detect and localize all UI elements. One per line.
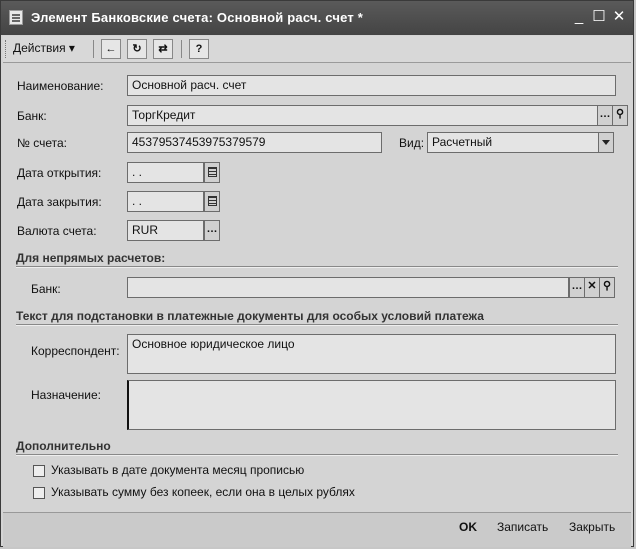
indirect-bank-select-button[interactable]: … xyxy=(569,277,585,298)
calendar-icon[interactable] xyxy=(204,191,220,212)
ok-button[interactable]: OK xyxy=(459,520,477,534)
title-bar xyxy=(1,1,633,35)
chevron-down-icon[interactable] xyxy=(598,132,614,153)
purpose-input[interactable] xyxy=(127,380,616,430)
currency-select-button[interactable]: … xyxy=(204,220,220,241)
purpose-label: Назначение: xyxy=(31,388,102,402)
indirect-section-title: Для непрямых расчетов: xyxy=(16,251,166,265)
window-title: Элемент Банковские счета: Основной расч. счет * xyxy=(31,10,364,25)
close-button[interactable]: Закрыть xyxy=(569,520,616,534)
indirect-bank-label: Банк: xyxy=(31,282,61,296)
divider xyxy=(16,324,618,326)
search-icon[interactable]: ⚲ xyxy=(612,105,628,126)
back-arrow-icon[interactable]: ← xyxy=(101,39,121,59)
name-input[interactable]: Основной расч. счет xyxy=(127,75,616,96)
currency-input[interactable]: RUR xyxy=(127,220,204,241)
close-date-input[interactable]: . . xyxy=(127,191,204,212)
toolbar-separator xyxy=(93,40,94,58)
open-date-label: Дата открытия: xyxy=(17,166,102,180)
payment-text-section-title: Текст для подстановки в платежные документы для особых условий платежа xyxy=(16,309,484,323)
form-icon xyxy=(9,10,23,25)
account-label: № счета: xyxy=(17,136,67,150)
bank-select-button[interactable]: … xyxy=(597,105,613,126)
divider xyxy=(16,454,618,456)
open-date-input[interactable]: . . xyxy=(127,162,204,183)
close-window-button[interactable]: ✕ xyxy=(612,8,626,25)
actions-menu[interactable]: Действия ▾ xyxy=(13,41,75,55)
calendar-icon[interactable] xyxy=(204,162,220,183)
search-icon[interactable]: ⚲ xyxy=(599,277,615,298)
additional-section-title: Дополнительно xyxy=(16,439,111,453)
divider xyxy=(16,266,618,268)
refresh-icon[interactable]: ↻ xyxy=(127,39,147,59)
month-in-words-label: Указывать в дате документа месяц прописью xyxy=(51,463,305,477)
currency-label: Валюта счета: xyxy=(17,224,97,238)
toolbar xyxy=(3,36,631,63)
indirect-bank-input[interactable] xyxy=(127,277,569,298)
correspondent-input[interactable]: Основное юридическое лицо xyxy=(127,334,616,374)
type-label: Вид: xyxy=(399,136,425,150)
type-select[interactable]: Расчетный xyxy=(427,132,599,153)
toolbar-separator xyxy=(181,40,182,58)
save-button[interactable]: Записать xyxy=(497,520,549,534)
bank-label: Банк: xyxy=(17,109,47,123)
correspondent-label: Корреспондент: xyxy=(31,344,120,358)
no-kopecks-label: Указывать сумму без копеек, если она в целых рублях xyxy=(51,485,355,499)
maximize-button[interactable]: ☐ xyxy=(592,8,606,25)
no-kopecks-checkbox[interactable] xyxy=(33,487,45,499)
structure-icon[interactable]: ⇄ xyxy=(153,39,173,59)
account-number-input[interactable]: 45379537453975379579 xyxy=(127,132,382,153)
bank-input[interactable]: ТоргКредит xyxy=(127,105,598,126)
close-date-label: Дата закрытия: xyxy=(17,195,102,209)
month-in-words-checkbox[interactable] xyxy=(33,465,45,477)
clear-icon[interactable]: ✕ xyxy=(584,277,600,298)
button-bar xyxy=(3,512,631,547)
toolbar-grip xyxy=(5,40,9,58)
help-button[interactable]: ? xyxy=(189,39,209,59)
minimize-button[interactable]: _ xyxy=(574,8,584,25)
name-label: Наименование: xyxy=(17,79,104,93)
